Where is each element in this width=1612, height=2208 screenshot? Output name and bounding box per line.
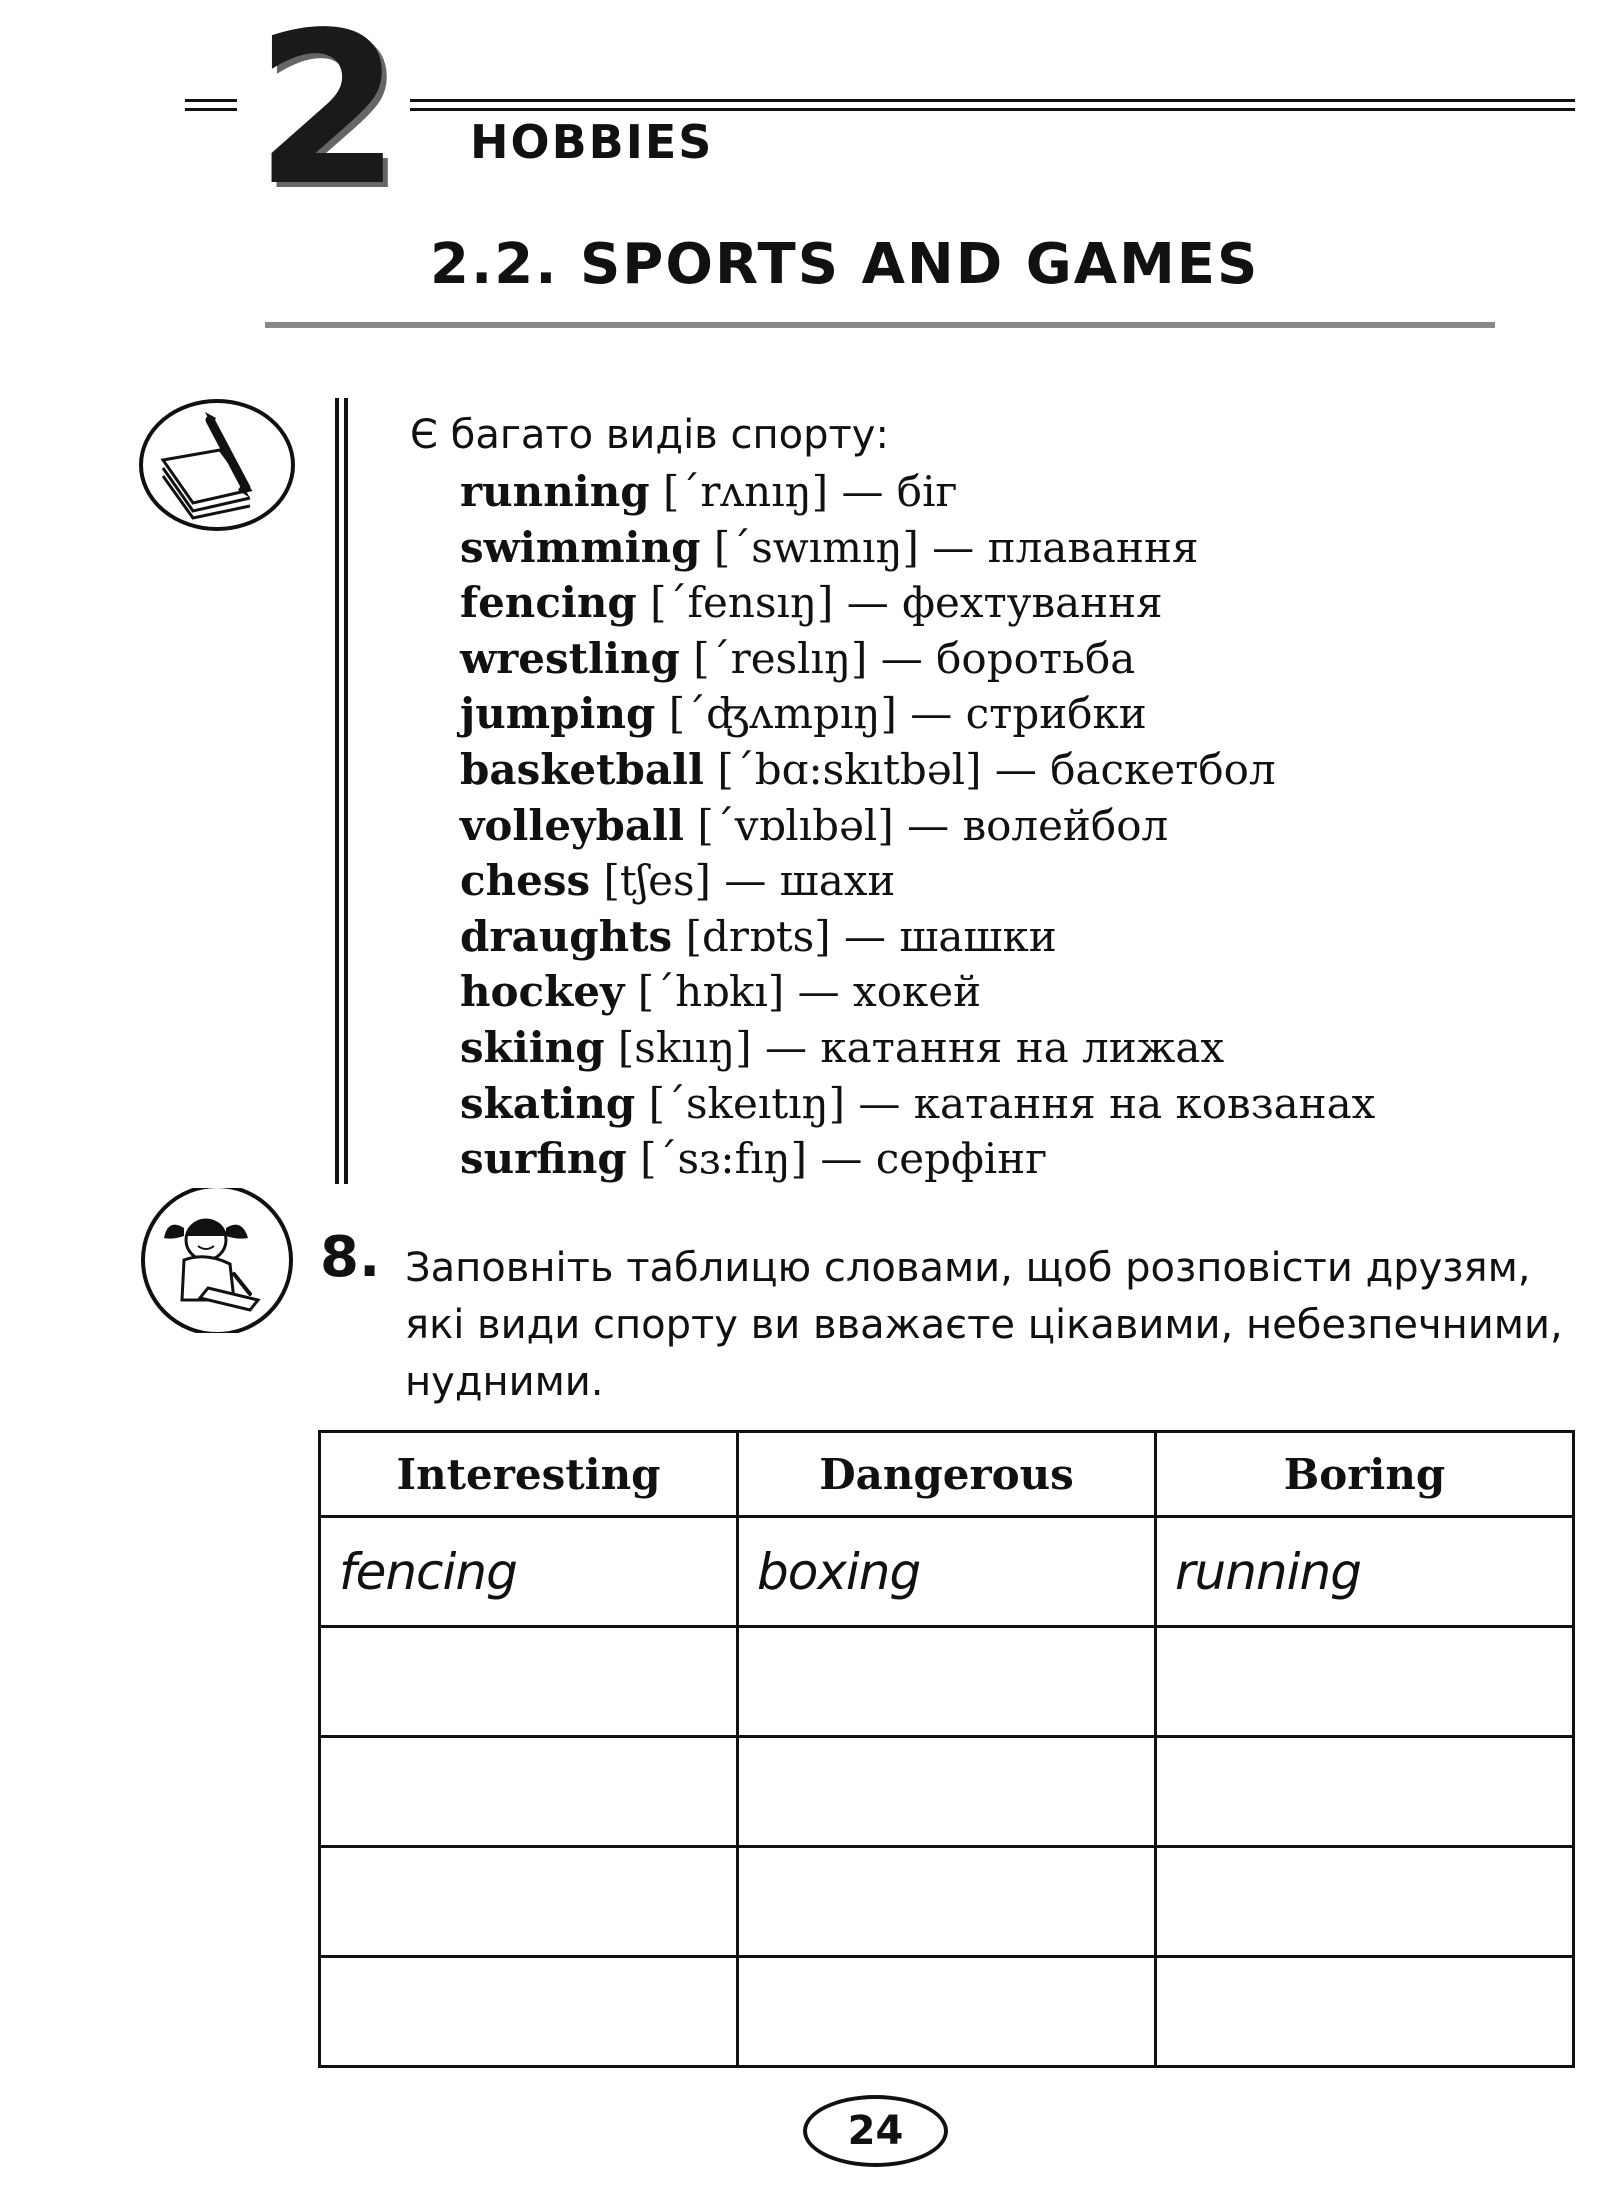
vocab-item xyxy=(460,909,1375,965)
vocab-transcription: [ˊsɜ:fıŋ] xyxy=(640,1134,807,1184)
vocabulary-sidebar-bar xyxy=(335,398,348,1184)
section-title-rule xyxy=(265,322,1495,328)
vocab-transcription: [ˊvɒlıbəl] xyxy=(697,800,894,850)
table-cell[interactable] xyxy=(320,1627,738,1737)
vocab-word: surfing xyxy=(460,1134,627,1184)
book-pen-icon xyxy=(138,398,296,533)
vocab-transcription: [ˊskeıtıŋ] xyxy=(648,1078,846,1128)
vocab-word: wrestling xyxy=(460,633,680,683)
exercise-instruction: Заповніть таблицю словами, щоб розповісти друзям, які види спорту ви вважаєте цікавими, небезпечними, нудними. xyxy=(405,1245,1563,1405)
header-interesting: Interesting xyxy=(320,1432,738,1517)
vocab-item xyxy=(460,798,1375,854)
vocab-word: running xyxy=(460,467,650,516)
chapter-title: HOBBIES xyxy=(470,115,714,169)
table-header-row xyxy=(320,1432,1574,1517)
vocab-word: skiing xyxy=(460,1022,605,1072)
table-row xyxy=(320,1517,1574,1627)
table-cell[interactable]: running xyxy=(1156,1517,1574,1627)
table-cell[interactable] xyxy=(738,1847,1156,1957)
vocab-item xyxy=(460,464,1375,520)
sports-table xyxy=(318,1430,1575,2068)
exercise-number: 8. xyxy=(320,1225,381,1290)
table-cell[interactable] xyxy=(1156,1957,1574,2067)
vocab-item xyxy=(460,853,1375,909)
table-row xyxy=(320,1847,1574,1957)
vocab-translation: — баскетбол xyxy=(994,744,1276,794)
vocab-word: basketball xyxy=(460,744,704,794)
table-cell[interactable] xyxy=(1156,1737,1574,1847)
table-cell[interactable]: fencing xyxy=(320,1517,738,1627)
vocab-transcription: [drɒts] xyxy=(685,911,831,961)
table-cell[interactable] xyxy=(320,1847,738,1957)
vocab-item xyxy=(460,1131,1375,1187)
vocab-translation: — стрибки xyxy=(910,689,1147,739)
table-row xyxy=(320,1957,1574,2067)
vocab-item xyxy=(460,575,1375,631)
vocab-translation: — фехтування xyxy=(846,578,1163,628)
vocab-translation: — боротьба xyxy=(880,633,1136,683)
table-cell[interactable] xyxy=(738,1737,1156,1847)
table-cell[interactable] xyxy=(1156,1627,1574,1737)
vocab-transcription: [ˊʤʌmpıŋ] xyxy=(668,689,897,739)
header-rule-right xyxy=(410,99,1575,111)
vocab-translation: — шахи xyxy=(724,856,896,906)
vocab-transcription: [skııŋ] xyxy=(617,1022,752,1072)
vocab-item xyxy=(460,1076,1375,1132)
vocabulary-list xyxy=(460,464,1375,1187)
header-dangerous: Dangerous xyxy=(738,1432,1156,1517)
table-row xyxy=(320,1627,1574,1737)
vocab-translation: — плавання xyxy=(932,522,1199,572)
vocab-translation: — біг xyxy=(841,467,958,516)
vocabulary-intro: Є багато видів спорту: xyxy=(410,412,889,458)
table-cell[interactable] xyxy=(320,1737,738,1847)
table-cell[interactable] xyxy=(1156,1847,1574,1957)
girl-writing-icon xyxy=(138,1188,296,1333)
vocab-word: jumping xyxy=(460,689,656,739)
vocab-word: skating xyxy=(460,1078,636,1128)
header-boring: Boring xyxy=(1156,1432,1574,1517)
vocab-translation: — хокей xyxy=(797,967,982,1017)
table-cell[interactable] xyxy=(738,1627,1156,1737)
table-cell[interactable] xyxy=(320,1957,738,2067)
vocab-transcription: [ˊreslıŋ] xyxy=(693,633,868,683)
vocab-transcription: [ˊswımıŋ] xyxy=(713,522,919,572)
vocab-translation: — катання на ковзанах xyxy=(858,1078,1376,1128)
vocab-translation: — шашки xyxy=(843,911,1057,961)
vocab-word: swimming xyxy=(460,522,701,572)
vocab-transcription: [ˊhɒkı] xyxy=(637,967,785,1017)
vocab-word: chess xyxy=(460,856,591,906)
vocab-word: draughts xyxy=(460,911,673,961)
vocab-word: hockey xyxy=(460,967,625,1017)
section-title: 2.2. SPORTS AND GAMES xyxy=(430,232,1260,297)
vocab-item xyxy=(460,742,1375,798)
vocab-translation: — волейбол xyxy=(907,800,1169,850)
vocab-transcription: [tʃes] xyxy=(603,856,711,906)
table-row xyxy=(320,1737,1574,1847)
page-number: 24 xyxy=(803,2095,948,2167)
vocab-word: fencing xyxy=(460,578,637,628)
vocab-item xyxy=(460,964,1375,1020)
vocab-item xyxy=(460,686,1375,742)
chapter-number: 2 xyxy=(254,0,396,232)
vocab-item xyxy=(460,520,1375,576)
table-cell[interactable] xyxy=(738,1957,1156,2067)
vocab-item xyxy=(460,1020,1375,1076)
table-cell[interactable]: boxing xyxy=(738,1517,1156,1627)
vocab-translation: — серфінг xyxy=(820,1134,1048,1184)
vocab-transcription: [ˊfensıŋ] xyxy=(650,578,834,628)
vocab-translation: — катання на лижах xyxy=(764,1022,1225,1072)
vocab-word: volleyball xyxy=(460,800,684,850)
header-rule-left xyxy=(185,99,237,111)
vocab-transcription: [ˊrʌnıŋ] xyxy=(662,467,829,516)
vocab-transcription: [ˊbɑ:skıtbəl] xyxy=(717,744,982,794)
vocab-item xyxy=(460,631,1375,687)
